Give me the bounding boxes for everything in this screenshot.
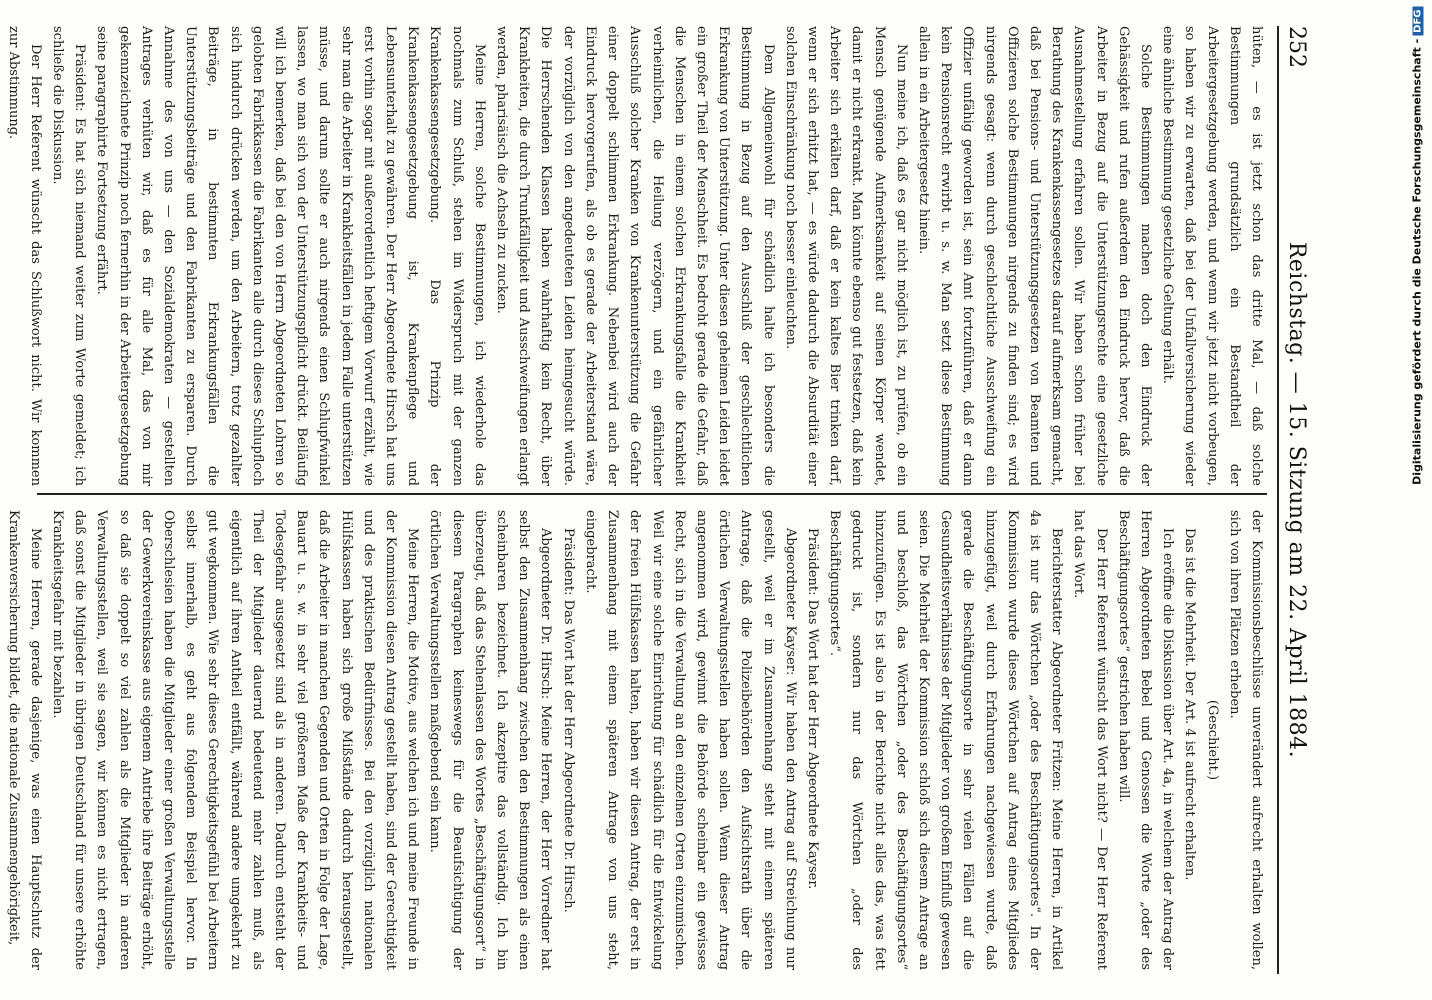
page-header (1277, 26, 1309, 974)
paragraph: Präsident: Es hat sich niemand weiter zum Worte gemeldet; ich schließe die Diskussion. (50, 26, 88, 486)
paragraph: Präsident: Das Wort hat der Herr Abgeordnete Dr. Hirsch. (560, 528, 576, 913)
paragraph: Berichterstatter Abgeordneter Fritzen: Meine Herren, in Artikel 4a ist nur das Wörtchen „oder des Beschäftigungsortes“. In der Kommission wurde dieses Wörtchen auf Antrag eines Mitgliedes hinzugefügt, weil durch Erfahrungen nachgewiesen wurde, daß gerade die Beschäftigungsorte in sehr vielen Fällen auf die Gesundheitsverhältnisse der Mitglieder von großem Einfluß gewesen seien. Die Mehrheit der Kommission schloß sich diesem Antrage an und beschloß, das Wörtchen „oder des Beschäftigungsortes“ hinzuzufügen. Es ist also in der Berichte nicht alles das, was fett gedruckt ist, sondern nur das Wörtchen „oder des Beschäftigungsortes“. (827, 510, 1065, 970)
rotated-page (5, 0, 1371, 1000)
paragraph: Ich eröffne die Diskussion über Art. 4a, in welchem der Antrag der Herren Abgeordneten Bebel und Genossen die Worte „oder des Beschäftigungsortes“ gestrichen haben will. (1115, 510, 1176, 970)
paragraph: Abgeordneter Dr. Hirsch: Meine Herren, der Herr Vorredner hat selbst den Zusammenhang zwischen den Bestimmungen als einen scheinbaren bezeichnet. Ich akzeptire das vollständig. Ich bin überzeugt, daß das Stehenlassen des Wortes „Beschäftigungsort“ in diesem Paragraphen keineswegs für die Beaufsichtigung der örtlichen Verwaltungsstellen maßgebend sein kann. (427, 510, 554, 970)
page-number: 252 (1284, 26, 1309, 68)
paragraph: Das ist die Mehrheit. Der Art. 4 ist aufrecht erhalten. (1182, 528, 1198, 881)
paragraph: Der Herr Referent wünscht das Wort nicht? — Der Herr Referent hat das Wort. (1071, 510, 1109, 970)
paragraph: Meine Herren, gerade dasjenige, was einen Hauptschutz der Krankenversicherung bildet, die nationale Zusammengehörigkeit, (5, 510, 43, 970)
dfg-logo: DFG (1413, 7, 1424, 36)
paragraph: Meine Herren, solche Bestimmungen, ich wiederhole das nochmals zum Schluß, stehen im Widerspruch mit der ganzen Krankenkassengesetzgebung. Das Prinzip der Krankenkassengesetzgebung ist, Krankenpflege und Lebensunterhalt zu gewähren. Der Herr Abgeordnete Hirsch hat uns erst vorhin sogar mit außerordentlich heftigem Vorwurf erzählt, wie sehr man die Arbeiter in Krankheitsfällen in jedem Falle unterstützen müsse, und darum sollte er auch nirgends einen Schlupfwinkel lassen, wo man sich von der Unterstützungspflicht drückt. Beiläufig will ich bemerken, daß bei den von Herrn Abgeordneten Lohren so gelobten Fabrikkassen die Fabrikanten alle durch dieses Schlupfloch sich hindurch drücken werden, um den Arbeitern, trotz gezahlter Beiträge, in bestimmten Erkrankungsfällen die Unterstützungsbeiträge und den Fabrikanten zu ersparen. Durch Annahme des von uns — den Sozialdemokraten — gestellten Antrages verhüten wir, daß es für alle Mal, das von mir gekennzeichnete Prinzip noch fernerhin in der Arbeitergesetzgebung seine paragraphirte Fortsetzung erfährt. (94, 26, 487, 486)
left-text-column (5, 26, 1267, 486)
paragraph: Solche Bestimmungen machen doch den Eindruck der Gehässigkeit und rufen außerdem den Eindruck hervor, daß die Arbeiter in Bezug auf die Unterstützungsrechte eine gesetzliche Ausnahmestellung erfahren sollen. Wir haben schon früher bei Berathung des Krankenkassengesetzes darauf aufmerksam gemacht, daß bei Pensions- und Unterstützungsgesetzen von Beamten und Offizieren solche Bestimmungen nirgends zu finden sind; es wird nirgends gesagt: wenn durch geschlechtliche Ausschweifung ein Offizier unfähig geworden ist, sein Amt fortzuführen, daß er dann kein Pensionsrecht erwirbt u. s. w. Man setzt diese Bestimmung allein in ein Arbeitergesetz hinein. (915, 26, 1153, 486)
digitization-stamp (1404, 7, 1430, 997)
stamp-label: Digitalisierung gefördert durch die Deutsche Forschungsgemeinschaft - (1410, 38, 1424, 485)
paragraph: (Geschieht.) (1204, 699, 1220, 781)
stamp-text (1411, 7, 1424, 997)
paragraph: Dem Allgemeinwohl für schädlich halte ich besonders die Bestimmung in Bezug auf den Ausschluß der geschlechtlichen Erkrankung von Unterstützung. Unter diesen geheimen Leiden leidet ein großer Theil der Menschheit. Es bedroht gerade die Gefahr, daß die Menschen in einem solchen Erkrankungsfalle die Krankheit verheimlichen, die Heilung verzögern, und ein gefährlicher Ausschluß solcher Kranken von Krankenunterstützung die Gefahr einer doppelt schlimmen Erkrankung. Nebenbei wird auch der Eindruck hervorgerufen, als ob es gerade der Arbeiterstand wäre, der vorzüglich von den angedeuteten Leiden heimgesucht würde. Die Herrschenden Klassen haben wahrhaftig kein Recht, über Krankheiten, die durch Trunkfälligkeit und Ausschweifungen erlangt werden, pharisäisch die Achseln zu zucken. (494, 26, 776, 486)
paragraph: Meine Herren, die Motive, aus welchen ich und meine Freunde in der Kommission diesen Antrag gestellt haben, sind der Gerechtigkeit und des praktischen Bedürfnisses. Bei den vorzüglich nationalen Hülfskassen haben sich große Mißstände dadurch herausgestellt, daß die Arbeiter in manchen Gegenden und Orten in Folge der Lage, Bauart u. s. w. in sehr viel größerem Maße der Krankheits- und Todesgefahr ausgesetzt sind als in anderen. Dadurch entsteht der Theil der Mitglieder dauernd bedeutend mehr zahlen muß, als eigentlich auf ihren Antheil entfällt, während andere umgekehrt zu gut wegkommen. Wie sehr dieses Gerechtigkeitsgefühl bei Arbeitern selbst innerhalb, es geht aus folgendem Beispiel hervor. In Oberschlesien haben die Mitglieder einer großen Verwaltungsstelle der Gewerkvereinskasse aus eigenem Antriebe ihre Beiträge erhöht, so daß sie doppelt so viel zahlen als die Mitglieder in anderen Verwaltungsstellen, weil sie sagen, wir können es nicht ertragen, daß sonst die Mitglieder in übrigen Deutschland für unsere erhöhte Krankheitsgefahr mit bezahlen. (50, 510, 421, 970)
paragraph: der Kommissionsbeschlüsse unverändert aufrecht erhalten wollen, sich von ihren Plätzen erheben. (1226, 510, 1264, 970)
paragraph: Nun meine ich, daß es gar nicht möglich ist, zu prüfen, ob ein Mensch genügende Aufmerksamkeit auf seinen Körper wendet, damit er nicht erkrankt. Man könnte ebenso gut festsetzen, daß kein Arbeiter sich erkälten darf, daß er kein kaltes Bier trinken darf, wenn er sich erhitzt hat, — es würde dadurch die Absurdität einer solchen Einschränkung noch besser einleuchten. (782, 26, 909, 486)
right-text-column (5, 510, 1267, 970)
paragraph: Präsident: Das Wort hat der Herr Abgeordnete Kayser. (804, 528, 820, 890)
paragraph: Abgeordneter Kayser: Wir haben den Antrag auf Streichung nur gestellt, weil er im Zusammenhang steht mit einem späteren Antrage, daß die Polizeibehörden den Aufsichtsrath über die örtlichen Verwaltungsstellen haben sollen. Wenn dieser Antrag angenommen wird, gewinnt die Behörde scheinbar ein gewisses Recht, sich in die Verwaltung an den einzelnen Orten einzumischen. Weil wir eine solche Einrichtung für schädlich für die Entwickelung der freien Hülfskassen halten, haben wir diesen Antrag, der erst in Zusammenhang mit einem späteren Antrage von uns steht, eingebracht. (582, 510, 798, 970)
paragraph: Der Herr Referent wünscht das Schlußwort nicht. Wir kommen zur Abstimmung. (5, 26, 43, 486)
page-title: Reichstag. — 15. Sitzung am 22. April 1884. (1284, 241, 1309, 759)
paragraph: hüten, — es ist jetzt schon das dritte Mal, — daß solche Bestimmungen grundsätzlich ein Bestandtheil der Arbeitergesetzgebung werden, und wenn wir jetzt nicht vorbeugen, so haben wir zu erwarten, daß bei der Unfallversicherung wieder eine ähnliche Bestimmung gesetzliche Geltung erhält. (1160, 26, 1264, 486)
column-divider (37, 493, 1267, 495)
